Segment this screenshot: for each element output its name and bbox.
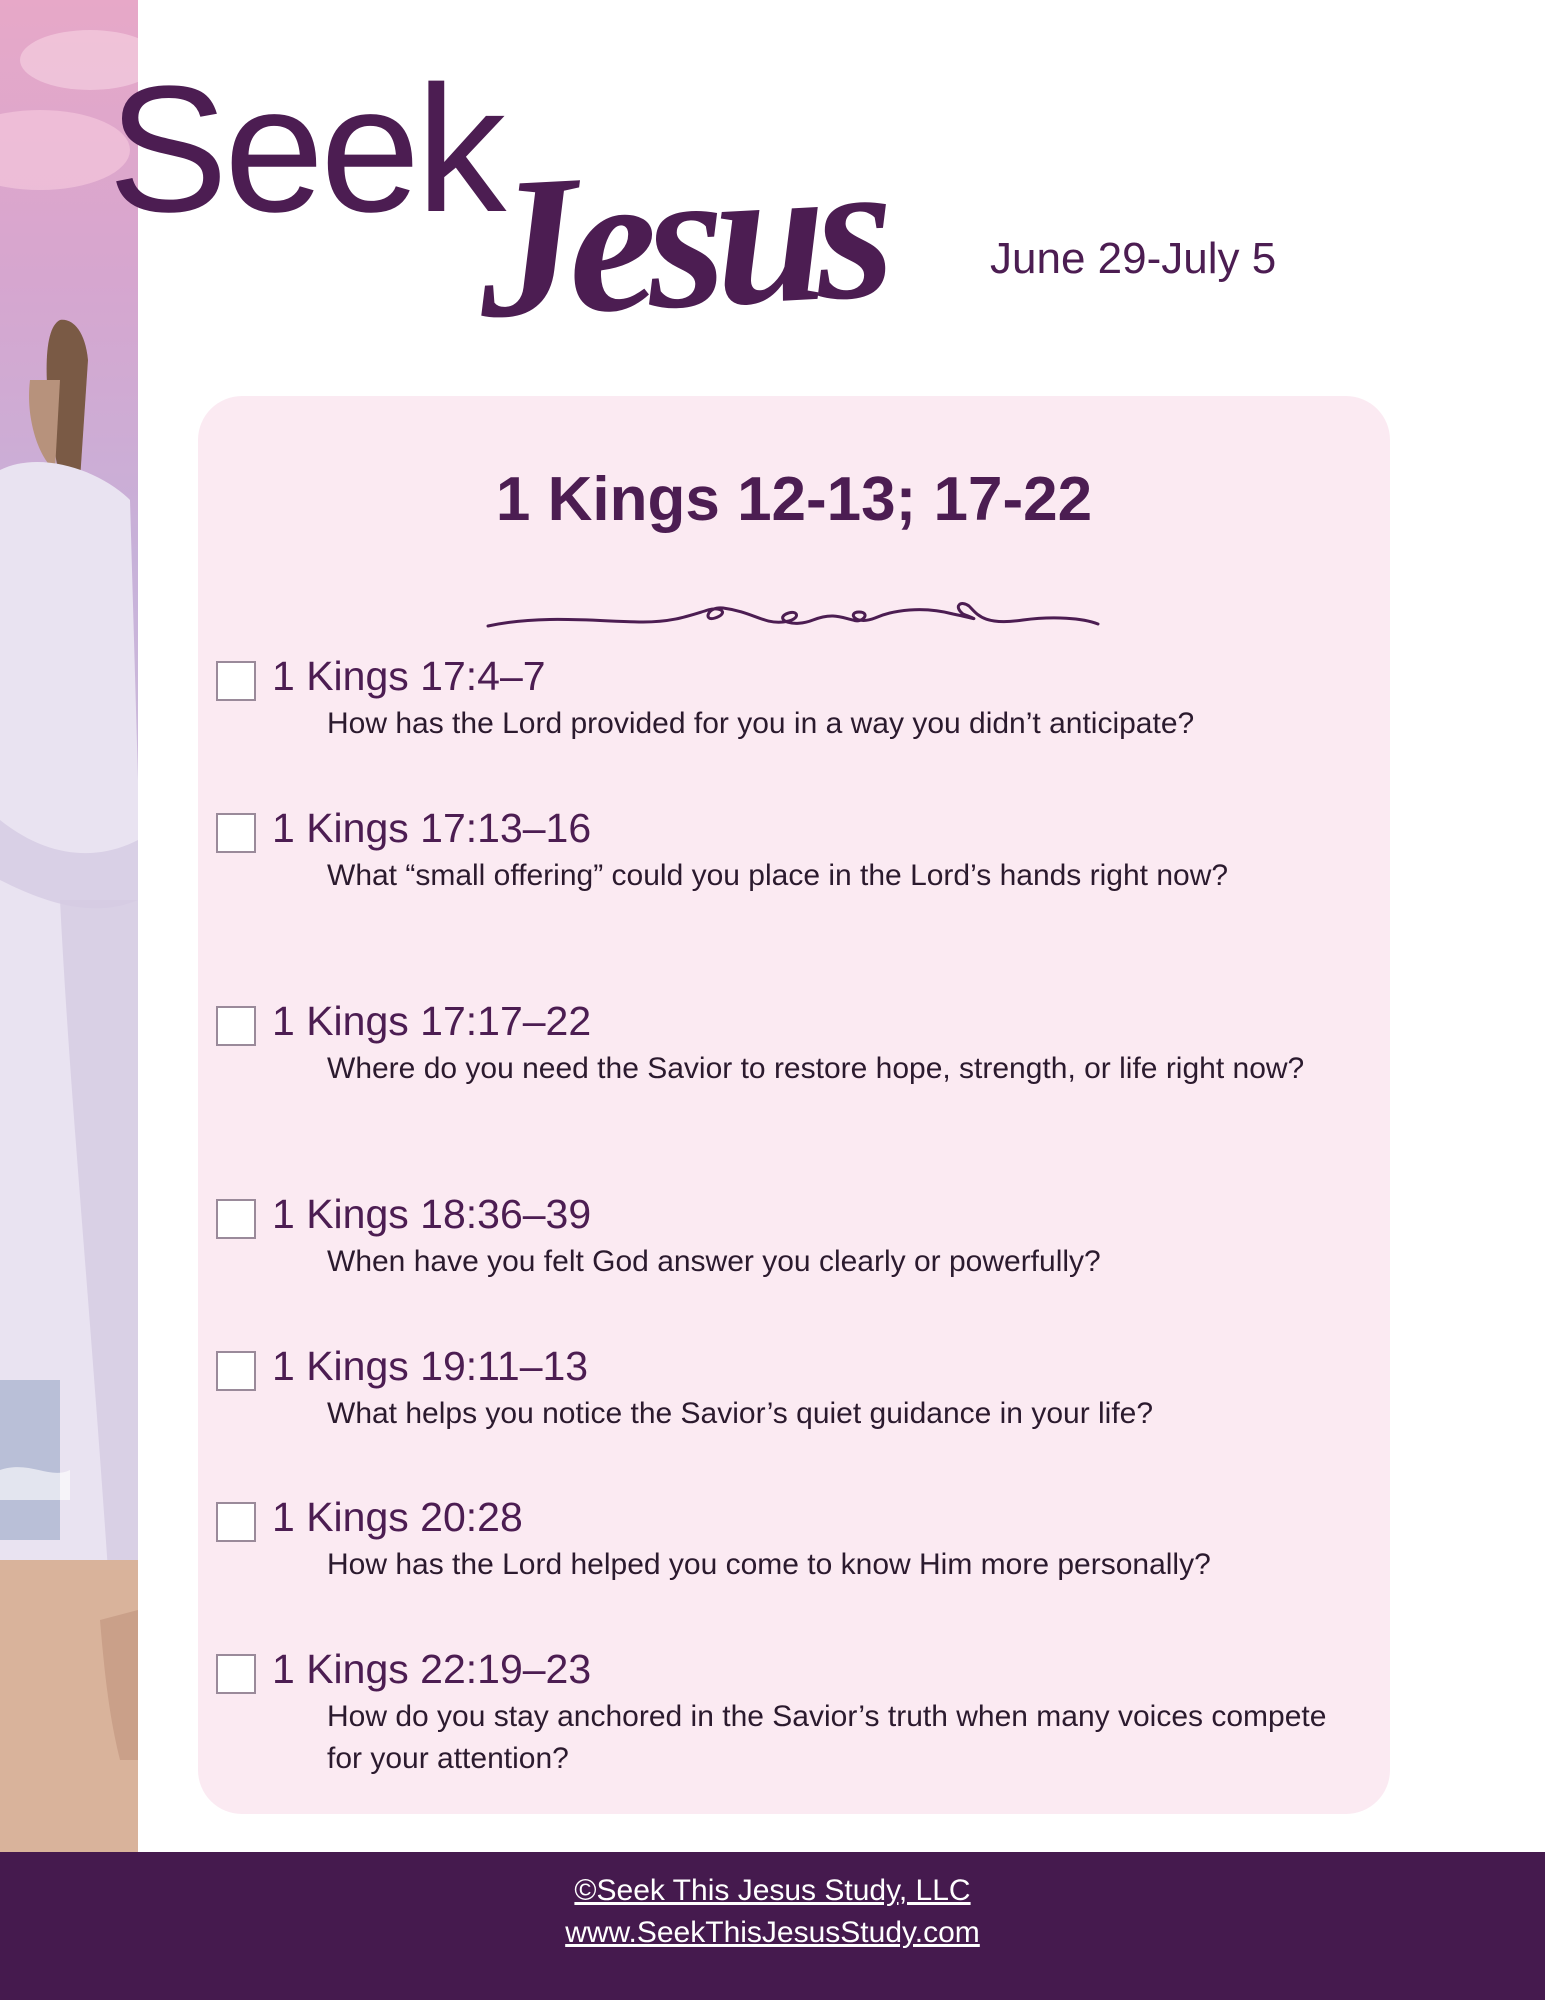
scripture-reference: 1 Kings 22:19–23 [272, 1646, 592, 1692]
scripture-reference: 1 Kings 18:36–39 [272, 1191, 592, 1237]
reading-checkbox[interactable] [216, 1006, 256, 1046]
date-range: June 29-July 5 [990, 234, 1277, 283]
logo-jesus: Jesus [472, 118, 890, 361]
reflection-question: How has the Lord helped you come to know Him more personally? [327, 1548, 1211, 1581]
reading-checkbox[interactable] [216, 1351, 256, 1391]
reading-checkbox[interactable] [216, 661, 256, 701]
scripture-reference: 1 Kings 19:11–13 [272, 1343, 589, 1389]
reading-card [198, 396, 1390, 1814]
jesus-beach-side-image [0, 0, 138, 1852]
reading-checkbox[interactable] [216, 813, 256, 853]
reflection-question: When have you felt God answer you clearly or powerfully? [327, 1245, 1101, 1278]
reflection-question: What helps you notice the Savior’s quiet guidance in your life? [327, 1397, 1154, 1430]
scripture-reference: 1 Kings 17:13–16 [272, 805, 592, 851]
reflection-question: Where do you need the Savior to restore hope, strength, or life right now? [327, 1052, 1305, 1085]
footer [0, 1852, 1545, 2000]
logo-seek: Seek [108, 49, 503, 250]
scripture-reference: 1 Kings 17:17–22 [272, 998, 592, 1044]
card-title: 1 Kings 12-13; 17-22 [495, 465, 1093, 534]
reflection-question: How do you stay anchored in the Savior’s truth when many voices compete for your attention? [327, 1700, 1327, 1775]
reading-checkbox[interactable] [216, 1654, 256, 1694]
scripture-reference: 1 Kings 20:28 [272, 1494, 523, 1540]
reflection-question: What “small offering” could you place in the Lord’s hands right now? [327, 859, 1229, 892]
reading-checkbox[interactable] [216, 1502, 256, 1542]
copyright-link[interactable]: ©Seek This Jesus Study, LLC [574, 1874, 971, 1907]
reflection-question: How has the Lord provided for you in a way you didn’t anticipate? [327, 707, 1195, 740]
reading-checkbox[interactable] [216, 1199, 256, 1239]
flourish-divider [483, 596, 1103, 646]
scripture-reference: 1 Kings 17:4–7 [272, 653, 546, 699]
website-link[interactable]: www.SeekThisJesusStudy.com [565, 1916, 980, 1949]
